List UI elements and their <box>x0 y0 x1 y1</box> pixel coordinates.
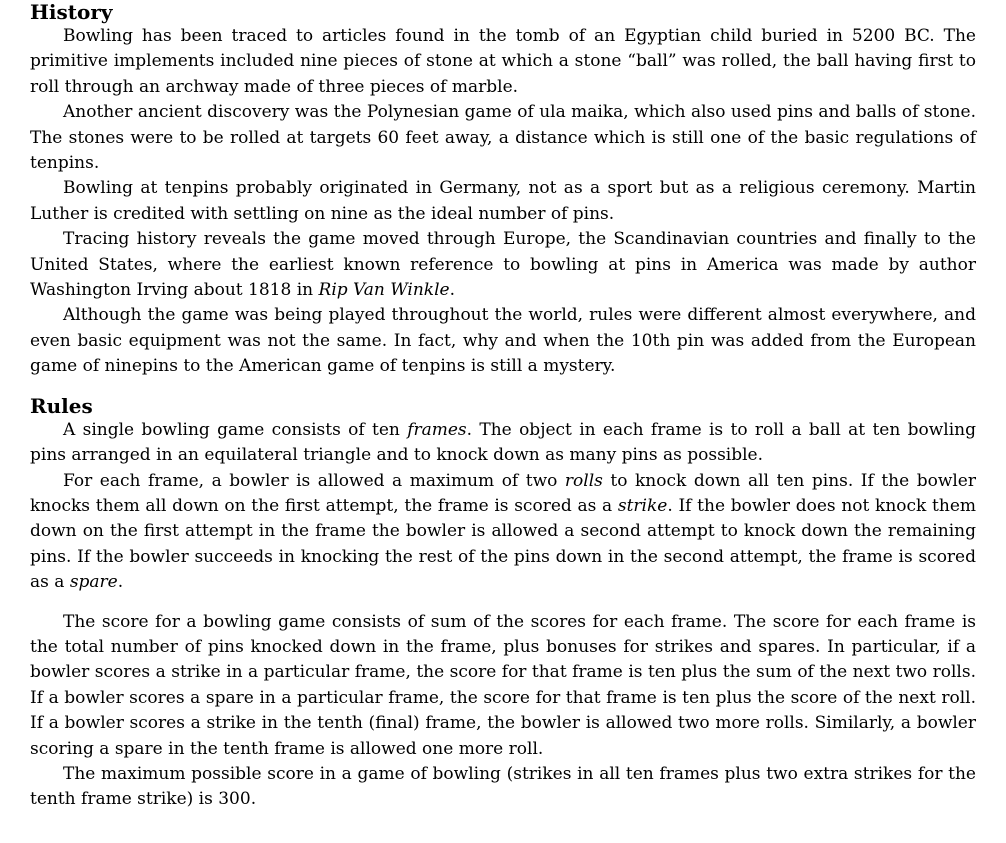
paragraph <box>30 469 976 596</box>
text-run: . The object in each frame is to roll a ball at ten bowling pins arranged in an equilateral triangle and to knock down as many pins as possible. <box>30 419 976 466</box>
section-body-rules <box>30 418 976 813</box>
paragraph <box>30 227 976 303</box>
paragraph <box>30 24 976 100</box>
text-run: For each frame, a bowler is allowed a maximum of two <box>63 470 565 491</box>
paragraph <box>30 610 976 762</box>
text-run: The maximum possible score in a game of bowling (strikes in all ten frames plus two extra strikes for the tenth frame strike) is 300. <box>30 763 976 810</box>
section-heading-history: History <box>30 0 113 24</box>
section-rules <box>30 394 976 813</box>
text-run: A single bowling game consists of ten <box>63 419 408 440</box>
italic-text: strike <box>617 495 668 516</box>
italic-text: Rip Van Winkle <box>318 280 450 301</box>
text-run: to knock down all ten pins. If the bowler knocks them all down on the first attempt, the frame is scored as a <box>30 470 976 516</box>
text-run: . If the bowler does not knock them down on the first attempt in the frame the bowler is allowed a second attempt to knock down the remaining pins. If the bowler succeeds in knocking the rest of the pins down in the second attempt, the frame is scored as a <box>30 495 976 593</box>
text-run: The score for a bowling game consists of sum of the scores for each frame. The score for each frame is the total number of pins knocked down in the frame, plus bonuses for strikes and spares. In particular, if a bowler scores a strike in a particular frame, the score for that frame is ten plus the sum of the next two rolls. If a bowler scores a spare in a particular frame, the score for that frame is ten plus the score of the next roll. If a bowler scores a strike in the tenth (final) frame, the bowler is allowed two more rolls. Similarly, a bowler scoring a spare in the tenth frame is allowed one more roll. <box>30 611 976 759</box>
italic-text: rolls <box>564 470 603 491</box>
italic-text: frames <box>407 419 467 440</box>
text-run: Another ancient discovery was the Polynesian game of ula maika, which also used pins and balls of stone. The stones were to be rolled at targets 60 feet away, a distance which is still one of the basic regulations of tenpins. <box>30 102 976 174</box>
text-run: Tracing history reveals the game moved through Europe, the Scandinavian countries and finally to the United States, where the earliest known reference to bowling at pins in America was made by author Washington Irving about 1818 in <box>30 229 976 301</box>
section-body-history <box>30 24 976 380</box>
section-history <box>30 0 976 380</box>
text-run: . <box>449 280 456 301</box>
paragraph <box>30 176 976 227</box>
paragraph <box>30 762 976 813</box>
text-run: Bowling at tenpins probably originated in Germany, not as a sport but as a religious ceremony. Martin Luther is credited with settling on nine as the ideal number of pins. <box>30 178 976 224</box>
text-run: Although the game was being played throughout the world, rules were different almost everywhere, and even basic equipment was not the same. In fact, why and when the 10th pin was added from the European game of ninepins to the American game of tenpins is still a mystery. <box>30 305 976 377</box>
text-run: . <box>117 572 124 593</box>
paragraph <box>30 100 976 176</box>
section-heading-rules: Rules <box>30 393 93 418</box>
text-run: Bowling has been traced to articles found in the tomb of an Egyptian child buried in 5200 BC. The primitive implements included nine pieces of stone at which a stone “ball” was rolled, the ball having first to roll through an archway made of three pieces of marble. <box>30 26 976 97</box>
paragraph <box>30 303 976 379</box>
paragraph <box>30 418 976 469</box>
italic-text: spare <box>69 572 118 593</box>
